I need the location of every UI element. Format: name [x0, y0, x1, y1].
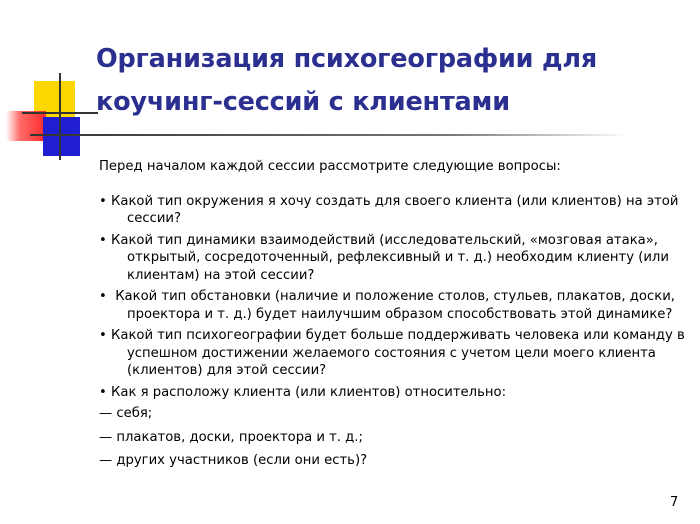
- bullet-marker: •: [99, 232, 107, 248]
- decorative-horizontal-line: [22, 112, 98, 114]
- slide-title: [96, 38, 686, 124]
- decorative-blue-square: [43, 117, 80, 156]
- page-number: 7: [670, 495, 679, 510]
- decorative-red-gradient-bar: [6, 111, 46, 141]
- sub-item: — других участников (если они есть)?: [99, 453, 368, 468]
- decorative-vertical-line: [59, 73, 61, 160]
- bullet-text: Какой тип обстановки (наличие и положение столов, стульев, плакатов, доски, проектора и т. д.) будет наилучшим образом способствовать этой динамике?: [111, 289, 675, 322]
- bullet-marker: •: [99, 384, 107, 400]
- bullet-text: Как я расположу клиента (или клиентов) относительно:: [111, 384, 507, 400]
- bullet-text: Какой тип психогеографии будет больше поддерживать человека или команду в успешном достижении желаемого состояния с учетом цели моего клиента (клиентов) для этой сессии?: [111, 328, 685, 378]
- title-line: Организация психогеографии для: [96, 44, 598, 74]
- sub-item: — плакатов, доски, проектора и т. д.;: [99, 429, 363, 445]
- bullet-marker: •: [99, 193, 107, 209]
- bullet-item: [99, 384, 689, 402]
- intro-text: Перед началом каждой сессии рассмотрите следующие вопросы:: [99, 159, 561, 174]
- title-line: коучинг-сессий с клиентами: [96, 87, 510, 117]
- bullet-marker: •: [99, 289, 107, 304]
- bullet-text: Какой тип динамики взаимодействий (исследовательский, «мозговая атака», открытый, сосредоточенный, рефлексивный и т. д.) необходим клиенту (или клиентам) на этой сессии?: [111, 232, 669, 283]
- slide-body: [99, 158, 689, 476]
- sub-item: — себя;: [99, 406, 153, 421]
- bullet-item: [99, 193, 689, 228]
- bullet-text: Какой тип окружения я хочу создать для своего клиента (или клиентов) на этой сессии?: [111, 193, 679, 226]
- bullet-marker: •: [99, 328, 107, 343]
- bullet-item: [99, 327, 689, 380]
- title-underline-rule: [30, 134, 630, 136]
- bullet-item: [99, 288, 689, 323]
- bullet-item: [99, 232, 689, 285]
